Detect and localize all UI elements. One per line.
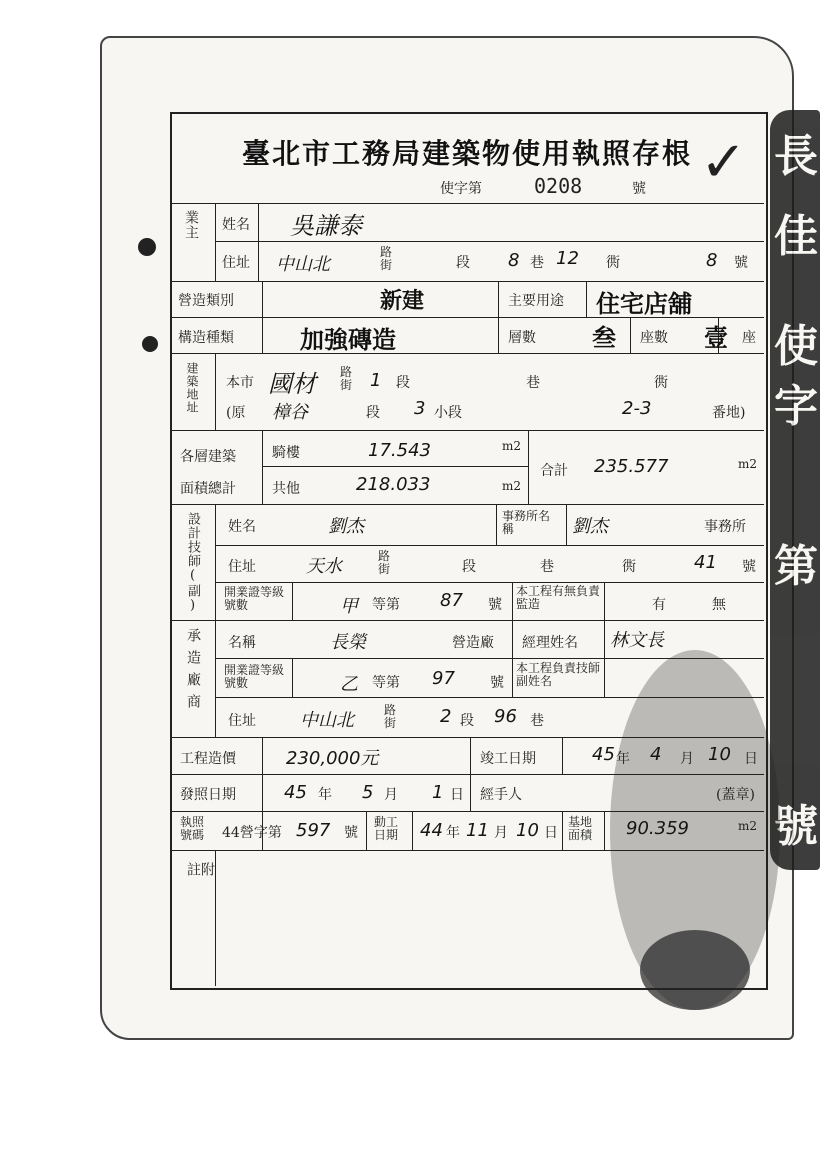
site-duan: 段 xyxy=(396,375,410,391)
col-line xyxy=(604,582,605,620)
designer-road: 路街 xyxy=(378,549,391,576)
designer-supervise-label: 本工程有無負責監造 xyxy=(516,584,601,611)
designer-duan: 段 xyxy=(462,559,476,575)
designer-license-label: 開業證等級號數 xyxy=(224,585,285,612)
designer-supervise-you: 有 xyxy=(652,597,666,613)
designer-license-deng: 等第 xyxy=(372,597,400,613)
permit-number: 597 xyxy=(296,820,331,841)
start-nian: 年 xyxy=(446,825,460,841)
col-line xyxy=(262,430,263,504)
margin-char: 號 xyxy=(774,801,818,852)
col-line xyxy=(496,504,497,545)
other-area-unit: m2 xyxy=(502,479,522,493)
contractor-license-hao: 號 xyxy=(490,675,504,691)
margin-char: 佳 xyxy=(774,211,818,262)
contractor-addr-street: 中山北 xyxy=(300,710,354,731)
permit-hao: 號 xyxy=(344,825,358,841)
arcade-unit: m2 xyxy=(502,439,522,453)
designer-alley: 衖 xyxy=(622,559,636,575)
completion-month: 4 xyxy=(650,744,662,765)
col-line xyxy=(566,504,567,545)
margin-char: 字 xyxy=(774,381,818,432)
issue-nian: 年 xyxy=(318,787,332,803)
owner-addr-hao: 號 xyxy=(734,255,748,271)
checkmark-icon: ✓ xyxy=(700,130,747,195)
col-line xyxy=(630,317,631,353)
site-orig: (原 xyxy=(226,405,246,421)
margin-char: 長 xyxy=(774,131,818,182)
structure-type-value: 加強磚造 xyxy=(300,325,396,354)
floors-label: 層數 xyxy=(508,330,536,346)
handler-label: 經手人 xyxy=(480,787,522,803)
designer-name-value: 劉杰 xyxy=(328,516,364,537)
col-line xyxy=(292,658,293,697)
row-line xyxy=(215,658,764,659)
contractor-duan-no: 2 xyxy=(440,706,452,727)
start-month: 11 xyxy=(466,820,489,841)
construction-type-label: 營造類別 xyxy=(178,293,234,309)
row-line xyxy=(170,203,764,204)
row-line xyxy=(170,504,764,505)
cost-label: 工程造價 xyxy=(180,751,236,767)
base-area-value: 90.359 xyxy=(626,818,689,839)
row-line xyxy=(170,811,764,812)
cost-value: 230,000元 xyxy=(286,748,379,769)
arcade-value: 17.543 xyxy=(368,440,431,461)
site-lot: 番地) xyxy=(712,405,746,421)
row-line xyxy=(170,430,764,431)
main-use-label: 主要用途 xyxy=(508,293,564,309)
col-line xyxy=(604,620,605,697)
row-line xyxy=(170,737,764,738)
col-line xyxy=(262,281,263,353)
col-line xyxy=(562,811,563,850)
designer-license-grade: 甲 xyxy=(340,596,358,617)
owner-addr-road: 路街 xyxy=(380,245,393,272)
row-line xyxy=(215,241,764,242)
col-line xyxy=(412,811,413,850)
designer-office-label: 事務所名稱 xyxy=(502,509,551,536)
contractor-lane-no: 96 xyxy=(494,706,517,727)
designer-license-hao: 號 xyxy=(488,597,502,613)
owner-addr-duan: 段 xyxy=(456,255,470,271)
contractor-name-label: 名稱 xyxy=(228,635,256,651)
col-line xyxy=(470,737,471,811)
col-line xyxy=(215,203,216,281)
contractor-section-label: 承造廠商 xyxy=(185,628,201,716)
col-line xyxy=(512,620,513,697)
designer-no-value: 41 xyxy=(694,552,717,573)
start-day: 10 xyxy=(516,820,539,841)
owner-lane-no: 8 xyxy=(508,250,520,271)
site-city: 本市 xyxy=(226,375,254,391)
total-area-unit: m2 xyxy=(738,457,758,471)
site-lane: 巷 xyxy=(526,375,540,391)
building-count-label: 座數 xyxy=(640,330,668,346)
completion-year: 45 xyxy=(592,744,615,765)
arcade-label: 騎樓 xyxy=(272,445,300,461)
designer-hao: 號 xyxy=(742,559,756,575)
serial-number: 0208 xyxy=(534,174,583,198)
contractor-license-no: 97 xyxy=(432,668,455,689)
site-orig-duan: 段 xyxy=(366,405,380,421)
col-line xyxy=(562,737,563,774)
construction-type-value: 新建 xyxy=(380,288,425,314)
start-date-label: 動工日期 xyxy=(374,815,399,842)
contractor-license-deng: 等第 xyxy=(372,675,400,691)
site-duan-no: 1 xyxy=(370,370,382,391)
site-sub-no: 3 xyxy=(414,398,426,419)
base-area-label: 基地面積 xyxy=(568,815,593,842)
completion-ri: 日 xyxy=(744,751,758,767)
area-label-2: 面積總計 xyxy=(180,481,236,497)
owner-name-label: 姓名 xyxy=(222,217,250,233)
col-line xyxy=(258,203,259,281)
building-count-value: 壹 xyxy=(704,323,728,352)
contractor-name-value: 長榮 xyxy=(330,632,366,653)
floors-value: 叁 xyxy=(592,323,616,352)
site-section-label: 建築地址 xyxy=(185,362,199,414)
col-line xyxy=(528,430,529,504)
start-year: 44 xyxy=(420,820,443,841)
site-alley: 衖 xyxy=(654,375,668,391)
col-line xyxy=(512,582,513,620)
designer-addr-street: 天水 xyxy=(306,556,342,577)
other-area-label: 共他 xyxy=(272,481,300,497)
col-line xyxy=(215,353,216,430)
designer-name-label: 姓名 xyxy=(228,519,256,535)
designer-section-label: 設計技師(副) xyxy=(185,512,200,614)
contractor-license-grade: 乙 xyxy=(340,674,358,695)
row-line xyxy=(170,281,764,282)
contractor-tech-label: 本工程負責技師副姓名 xyxy=(516,661,601,688)
base-area-unit: m2 xyxy=(738,819,758,833)
start-ri: 日 xyxy=(544,825,558,841)
contractor-addr-label: 住址 xyxy=(228,713,256,729)
permit-form xyxy=(170,112,768,990)
adjacent-page-edge xyxy=(770,110,820,870)
owner-section-label: 業主 xyxy=(183,210,199,240)
owner-alley: 衖 xyxy=(606,255,620,271)
completion-yue: 月 xyxy=(680,751,694,767)
contractor-lane: 巷 xyxy=(530,713,544,729)
site-orig-area: 樟谷 xyxy=(272,402,308,423)
col-line xyxy=(604,811,605,850)
row-line xyxy=(170,850,764,851)
designer-license-no: 87 xyxy=(440,590,463,611)
owner-addr-label: 住址 xyxy=(222,255,250,271)
owner-addr-street: 中山北 xyxy=(276,254,330,275)
col-line xyxy=(215,850,216,986)
row-line xyxy=(262,466,528,467)
contractor-manager-label: 經理姓名 xyxy=(522,635,578,651)
notes-label: 附註 xyxy=(185,862,215,946)
row-line xyxy=(215,697,764,698)
completion-label: 竣工日期 xyxy=(480,751,536,767)
issue-month: 5 xyxy=(362,782,374,803)
structure-type-label: 構造種類 xyxy=(178,330,234,346)
col-line xyxy=(366,811,367,850)
start-yue: 月 xyxy=(494,825,508,841)
total-area-label: 合計 xyxy=(540,463,568,479)
site-street: 國材 xyxy=(268,370,316,398)
designer-office-value: 劉杰 xyxy=(572,516,608,537)
row-line xyxy=(170,774,764,775)
serial-prefix: 使字第 xyxy=(440,181,482,197)
permit-no-label: 執照號碼 xyxy=(180,815,205,842)
col-line xyxy=(498,281,499,353)
building-count-unit: 座 xyxy=(742,330,756,346)
site-road: 路街 xyxy=(340,365,353,392)
issue-date-label: 發照日期 xyxy=(180,787,236,803)
row-line xyxy=(170,620,764,621)
col-line xyxy=(586,281,587,317)
owner-lane: 巷 xyxy=(530,255,544,271)
row-line xyxy=(215,545,764,546)
owner-name-value: 吳謙泰 xyxy=(290,212,362,240)
issue-day: 1 xyxy=(432,782,444,803)
owner-addr-no: 8 xyxy=(706,250,718,271)
issue-ri: 日 xyxy=(450,787,464,803)
permit-prefix: 44營字第 xyxy=(222,825,282,841)
col-line xyxy=(292,582,293,620)
designer-addr-label: 住址 xyxy=(228,559,256,575)
contractor-factory: 營造廠 xyxy=(452,635,494,651)
area-label-1: 各層建築 xyxy=(180,449,236,465)
margin-char: 第 xyxy=(774,541,818,592)
owner-alley-no: 12 xyxy=(556,248,579,269)
row-line xyxy=(215,582,764,583)
issue-year: 45 xyxy=(284,782,307,803)
designer-office-suffix: 事務所 xyxy=(704,519,746,535)
ink-spot xyxy=(138,238,156,256)
row-line xyxy=(170,353,764,354)
contractor-manager-value: 林文長 xyxy=(610,630,664,651)
ink-spot xyxy=(142,336,158,352)
completion-day: 10 xyxy=(708,744,731,765)
main-use-value: 住宅店舖 xyxy=(596,289,692,318)
serial-suffix: 號 xyxy=(632,181,646,197)
designer-supervise-wu: 無 xyxy=(712,597,726,613)
form-title: 臺北市工務局建築物使用執照存根 xyxy=(241,137,692,170)
site-sub: 小段 xyxy=(434,405,462,421)
completion-nian: 年 xyxy=(616,751,630,767)
other-area-value: 218.033 xyxy=(356,474,431,495)
issue-yue: 月 xyxy=(384,787,398,803)
contractor-duan: 段 xyxy=(460,713,474,729)
margin-char: 使 xyxy=(774,321,818,372)
site-lot-no: 2-3 xyxy=(622,398,652,419)
handler-seal: (蓋章) xyxy=(716,787,755,803)
designer-lane: 巷 xyxy=(540,559,554,575)
contractor-road: 路街 xyxy=(384,703,397,730)
col-line xyxy=(215,504,216,737)
contractor-license-label: 開業證等級號數 xyxy=(224,663,285,690)
total-area-value: 235.577 xyxy=(594,456,669,477)
